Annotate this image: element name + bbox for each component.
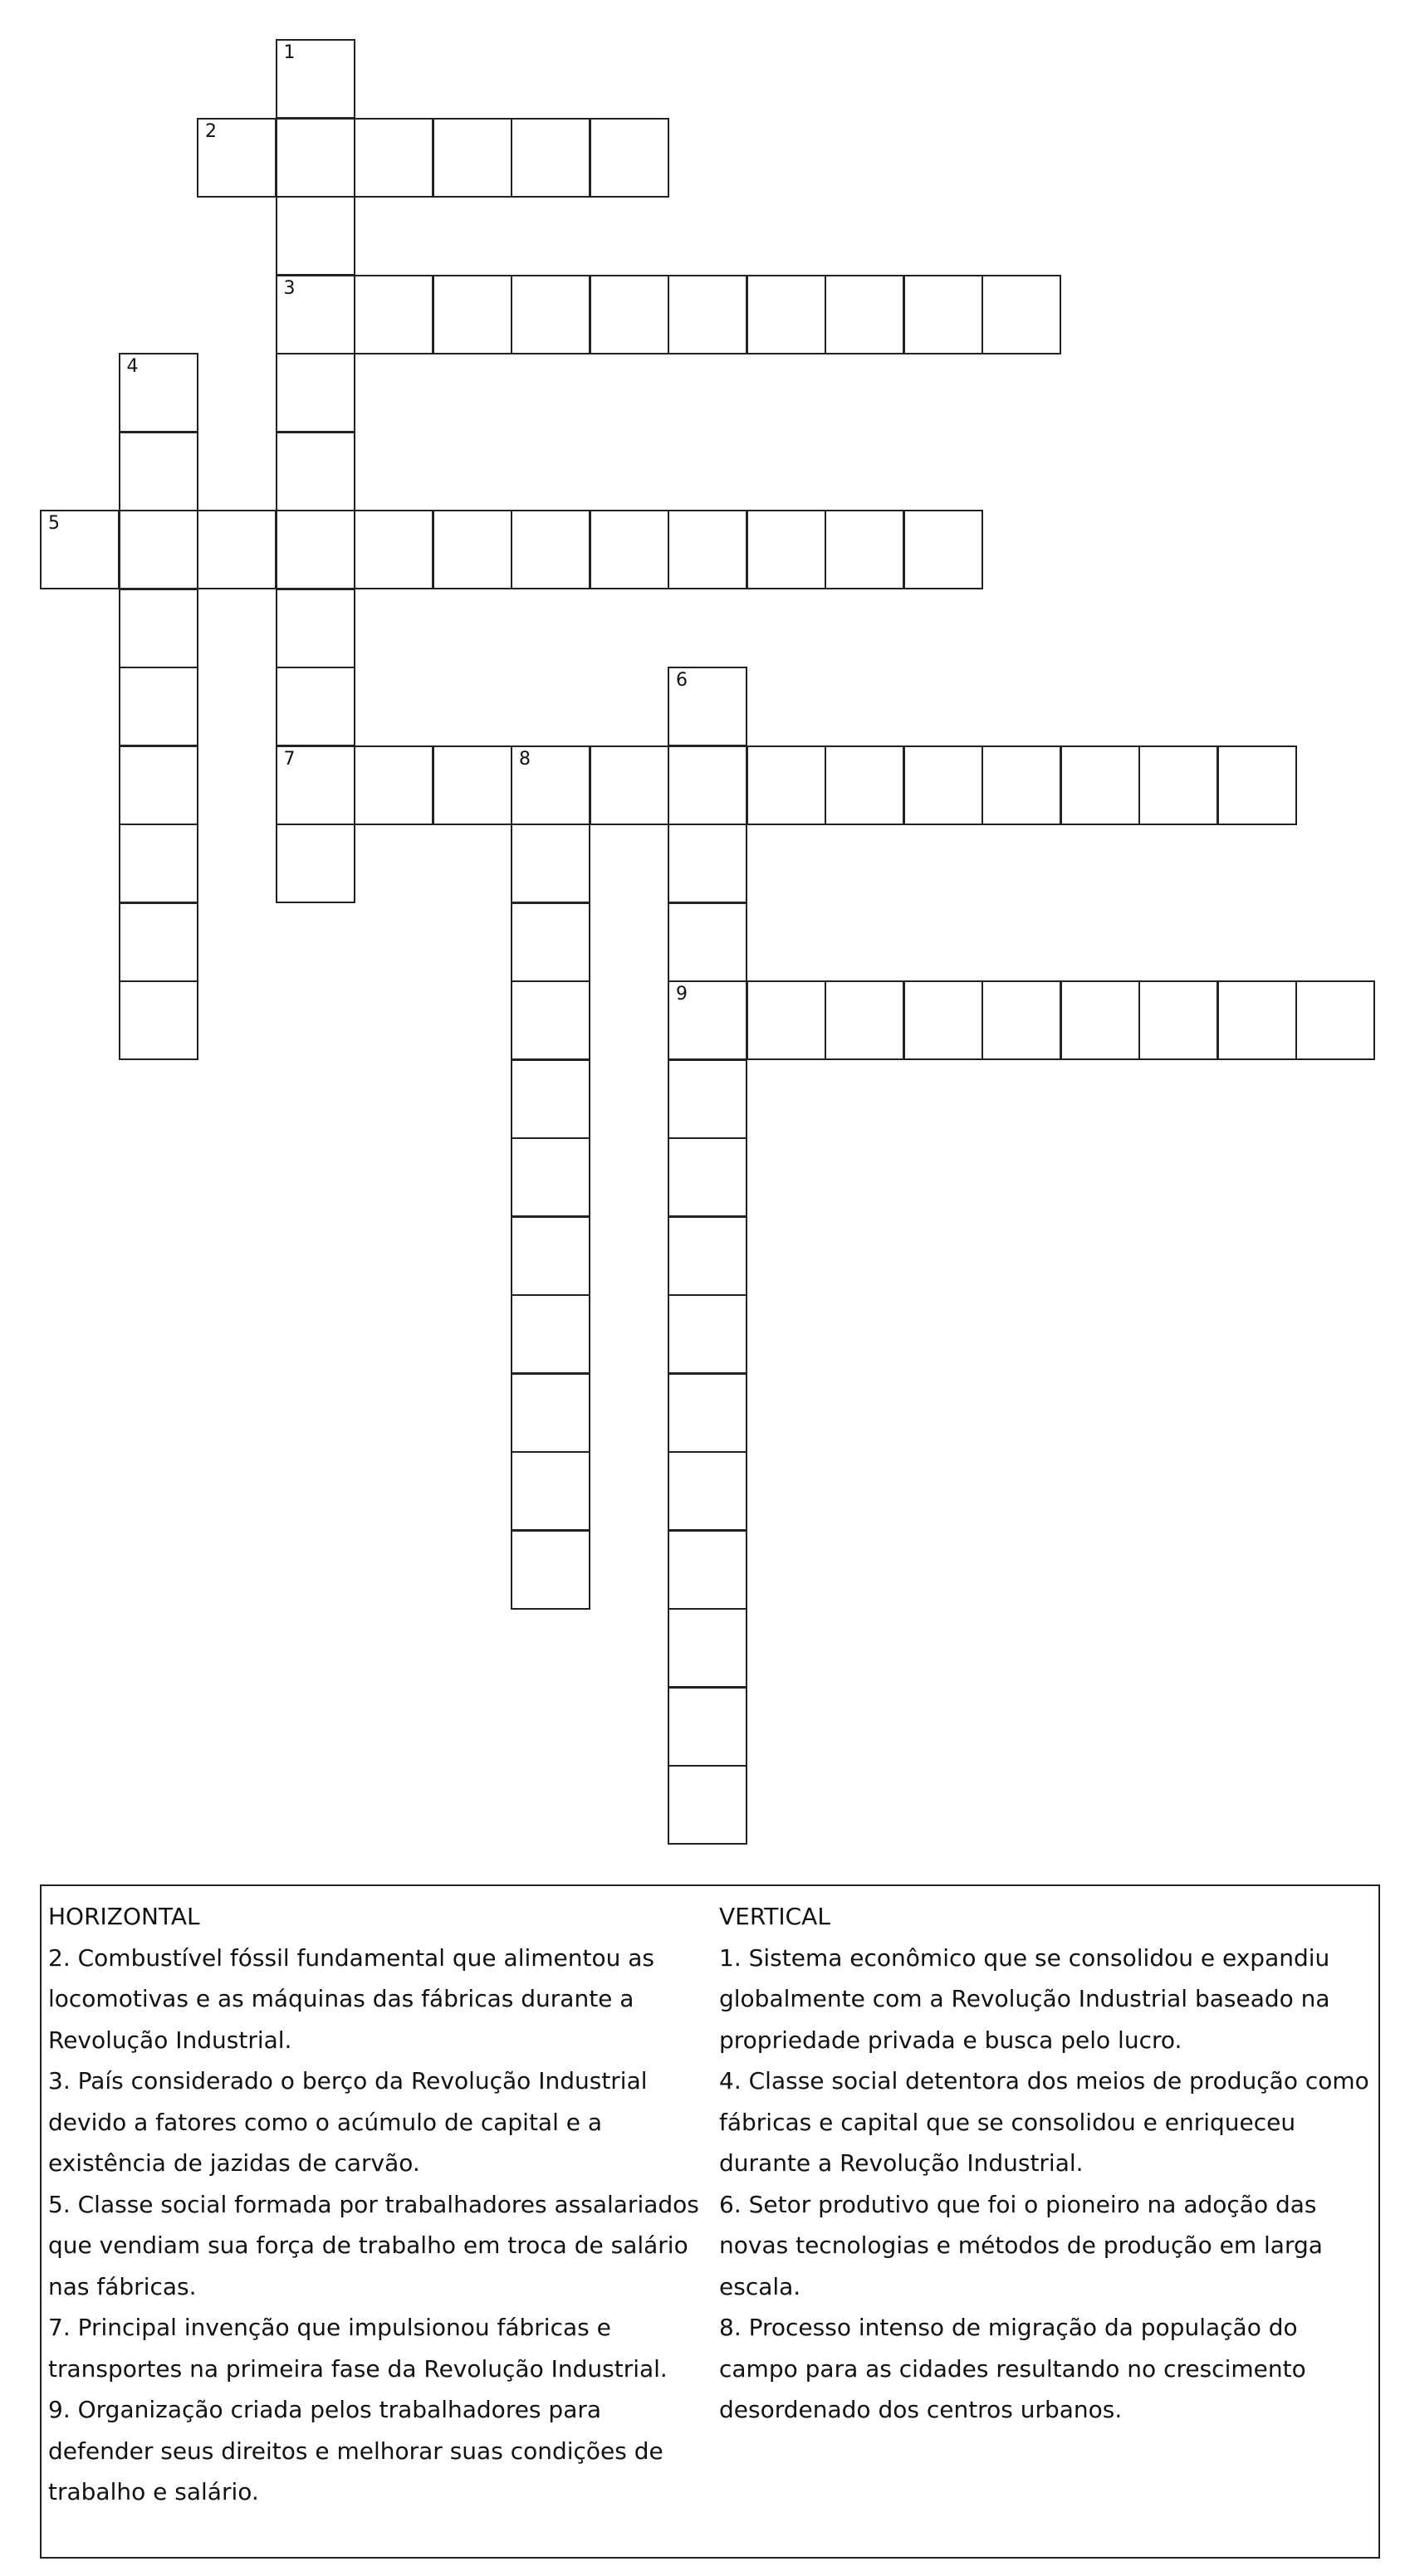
crossword-cell[interactable]: [511, 1059, 590, 1139]
crossword-cell[interactable]: [511, 980, 590, 1060]
crossword-cell[interactable]: [197, 510, 277, 589]
crossword-cell[interactable]: [511, 745, 590, 825]
crossword-cell[interactable]: [747, 980, 826, 1060]
clue-horizontal-9: 9. Organização criada pelos trabalhadores para defender seus direitos e melhorar suas condições de trabalho e salário.: [48, 2396, 663, 2505]
crossword-cell[interactable]: [511, 510, 590, 589]
clues-box: [40, 1884, 1380, 2559]
crossword-cell[interactable]: [276, 589, 355, 668]
crossword-cell[interactable]: [903, 980, 983, 1060]
crossword-cell[interactable]: [276, 275, 355, 354]
crossword-cell[interactable]: [668, 980, 747, 1060]
crossword-cell[interactable]: [354, 510, 433, 589]
crossword-cell[interactable]: [668, 1608, 747, 1688]
crossword-cell[interactable]: [511, 1137, 590, 1217]
crossword-cell[interactable]: [119, 824, 198, 903]
clue-horizontal-5: 5. Classe social formada por trabalhadores assalariados que vendiam sua força de trabalho em troca de salário nas fábricas.: [48, 2190, 699, 2300]
clue-horizontal-2: 2. Combustível fóssil fundamental que alimentou as locomotivas e as máquinas das fábricas durante a Revolução Industrial.: [48, 1943, 654, 2054]
crossword-cell[interactable]: [1138, 745, 1218, 825]
crossword-cell[interactable]: [668, 1765, 747, 1845]
crossword-cell[interactable]: [119, 667, 198, 746]
crossword-cell[interactable]: [1295, 980, 1375, 1060]
crossword-cell[interactable]: [1060, 980, 1140, 1060]
crossword-cell[interactable]: [903, 745, 983, 825]
crossword-cell[interactable]: [197, 118, 277, 198]
crossword-cell[interactable]: [590, 510, 669, 589]
crossword-cell[interactable]: [276, 824, 355, 903]
crossword-cell[interactable]: [668, 1451, 747, 1531]
crossword-cell[interactable]: [276, 196, 355, 276]
crossword-cell[interactable]: [668, 510, 747, 589]
crossword-cell[interactable]: [276, 510, 355, 589]
crossword-cell[interactable]: [668, 1530, 747, 1610]
clue-vertical-8: 8. Processo intenso de migração da população do campo para as cidades resultando no crescimento desordenado dos centros urbanos.: [719, 2314, 1306, 2423]
crossword-cell[interactable]: [119, 589, 198, 668]
crossword-cell[interactable]: [276, 667, 355, 746]
clue-number: 5: [48, 513, 60, 534]
crossword-cell[interactable]: [1217, 980, 1297, 1060]
clue-horizontal-7: 7. Principal invenção que impulsionou fábricas e transportes na primeira fase da Revolução Industrial.: [48, 2314, 668, 2383]
clue-number: 2: [205, 120, 217, 142]
crossword-cell[interactable]: [511, 275, 590, 354]
vertical-clues: [719, 1896, 1375, 2431]
clue-number: 6: [676, 670, 688, 691]
crossword-cell[interactable]: [354, 745, 433, 825]
clue-number: 7: [283, 748, 296, 770]
crossword-cell[interactable]: [668, 1687, 747, 1767]
clue-number: 8: [519, 748, 531, 770]
vertical-heading: VERTICAL: [719, 1903, 830, 1930]
crossword-cell[interactable]: [276, 353, 355, 433]
crossword-cell[interactable]: [40, 510, 120, 589]
clue-number: 1: [283, 42, 296, 63]
crossword-cell[interactable]: [668, 745, 747, 825]
crossword-cell[interactable]: [119, 745, 198, 825]
crossword-cell[interactable]: [668, 275, 747, 354]
crossword-cell[interactable]: [1138, 980, 1218, 1060]
crossword-cell[interactable]: [511, 1373, 590, 1453]
crossword-cell[interactable]: [825, 275, 904, 354]
crossword-cell[interactable]: [903, 510, 983, 589]
crossword-cell[interactable]: [590, 275, 669, 354]
horizontal-clues: [48, 1896, 712, 2513]
clue-vertical-4: 4. Classe social detentora dos meios de produção como fábricas e capital que se consolidou e enriqueceu durante a Revolução Industrial.: [719, 2067, 1369, 2177]
crossword-cell[interactable]: [511, 1530, 590, 1610]
crossword-cell[interactable]: [511, 902, 590, 982]
crossword-cell[interactable]: [511, 824, 590, 903]
crossword-cell[interactable]: [511, 118, 590, 198]
crossword-cell[interactable]: [433, 510, 512, 589]
clue-vertical-1: 1. Sistema econômico que se consolidou e expandiu globalmente com a Revolução Industrial baseado na propriedade privada e busca pelo lucro.: [719, 1943, 1330, 2054]
crossword-cell[interactable]: [119, 432, 198, 511]
crossword-cell[interactable]: [668, 1373, 747, 1453]
crossword-cell[interactable]: [433, 745, 512, 825]
crossword-cell[interactable]: [433, 118, 512, 198]
crossword-cell[interactable]: [825, 510, 904, 589]
crossword-cell[interactable]: [668, 1216, 747, 1296]
clue-vertical-6: 6. Setor produtivo que foi o pioneiro na adoção das novas tecnologias e métodos de produção em larga escala.: [719, 2190, 1323, 2300]
crossword-cell[interactable]: [511, 1451, 590, 1531]
crossword-cell[interactable]: [433, 275, 512, 354]
crossword-cell[interactable]: [276, 745, 355, 825]
crossword-cell[interactable]: [590, 118, 669, 198]
crossword-cell[interactable]: [825, 980, 904, 1060]
clue-number: 4: [126, 356, 139, 377]
crossword-cell[interactable]: [119, 510, 198, 589]
crossword-cell[interactable]: [668, 824, 747, 903]
crossword-cell[interactable]: [276, 432, 355, 511]
clue-number: 9: [676, 984, 688, 1004]
crossword-cell[interactable]: [668, 1059, 747, 1139]
horizontal-heading: HORIZONTAL: [48, 1903, 200, 1930]
crossword-cell[interactable]: [354, 118, 433, 198]
crossword-cell[interactable]: [747, 510, 826, 589]
crossword-cell[interactable]: [668, 902, 747, 982]
crossword-cell[interactable]: [825, 745, 904, 825]
crossword-cell[interactable]: [903, 275, 983, 354]
crossword-cell[interactable]: [668, 667, 747, 746]
crossword-cell[interactable]: [511, 1216, 590, 1296]
crossword-cell[interactable]: [668, 1137, 747, 1217]
crossword-cell[interactable]: [1060, 745, 1140, 825]
crossword-cell[interactable]: [354, 275, 433, 354]
crossword-cell[interactable]: [982, 980, 1061, 1060]
crossword-cell[interactable]: [511, 1294, 590, 1374]
crossword-cell[interactable]: [276, 118, 355, 198]
crossword-cell[interactable]: [119, 353, 198, 433]
clue-number: 3: [283, 277, 296, 299]
crossword-cell[interactable]: [747, 275, 826, 354]
crossword-cell[interactable]: [747, 745, 826, 825]
crossword-cell[interactable]: [590, 745, 669, 825]
crossword-cell[interactable]: [119, 902, 198, 982]
crossword-cell[interactable]: [276, 39, 355, 119]
crossword-cell[interactable]: [668, 1294, 747, 1374]
crossword-cell[interactable]: [982, 745, 1061, 825]
crossword-cell[interactable]: [119, 980, 198, 1060]
crossword-cell[interactable]: [982, 275, 1061, 354]
crossword-cell[interactable]: [1217, 745, 1297, 825]
clue-horizontal-3: 3. País considerado o berço da Revolução Industrial devido a fatores como o acúmulo de capital e a existência de jazidas de carvão.: [48, 2067, 648, 2177]
